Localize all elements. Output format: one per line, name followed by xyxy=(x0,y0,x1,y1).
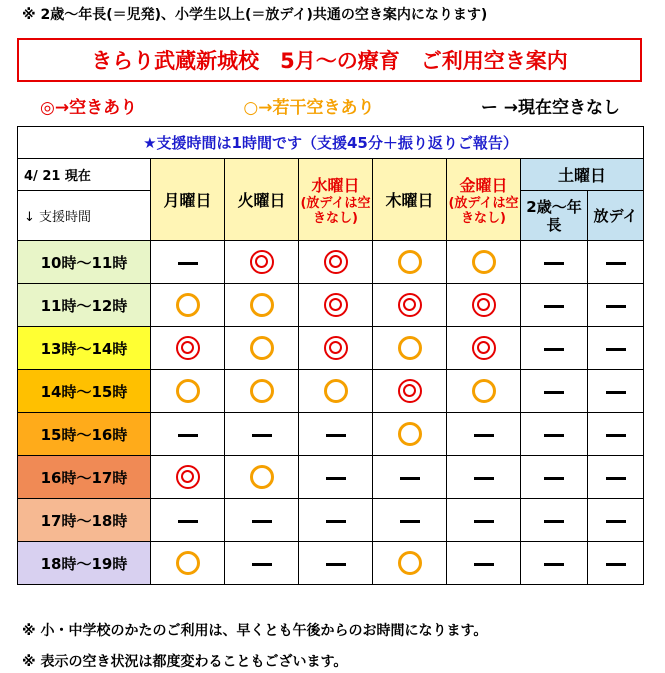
availability-cell-sat-preschool xyxy=(521,327,588,370)
time-slot-label: 14時～15時 xyxy=(18,370,151,413)
saturday-afterschool: 放デイ xyxy=(588,191,644,241)
dash-icon xyxy=(252,563,272,566)
dash-icon xyxy=(544,305,564,308)
date-label: 4/ 21 現在 xyxy=(18,159,151,191)
availability-cell-thu xyxy=(373,241,447,284)
availability-cell-fri xyxy=(447,370,521,413)
dash-icon xyxy=(400,477,420,480)
legend xyxy=(40,93,620,118)
dash-icon xyxy=(544,348,564,351)
day-monday: 月曜日 xyxy=(151,159,225,241)
availability-cell-tue xyxy=(225,413,299,456)
availability-cell-sat-preschool xyxy=(521,499,588,542)
availability-cell-tue xyxy=(225,542,299,585)
dash-icon xyxy=(252,434,272,437)
legend-single-circle: ○→若干空きあり xyxy=(243,98,375,118)
availability-cell-wed xyxy=(299,370,373,413)
dash-icon xyxy=(474,477,494,480)
availability-cell-tue xyxy=(225,499,299,542)
availability-cell-thu xyxy=(373,370,447,413)
dash-icon xyxy=(606,391,626,394)
day-friday-label: 金曜日 xyxy=(459,176,508,195)
circle-icon xyxy=(176,379,200,403)
availability-cell-mon xyxy=(151,284,225,327)
dash-icon xyxy=(606,305,626,308)
availability-cell-sat-afterschool xyxy=(588,413,644,456)
circle-icon xyxy=(250,336,274,360)
dash-icon xyxy=(544,262,564,265)
time-slot-label: 15時～16時 xyxy=(18,413,151,456)
circle-icon xyxy=(324,379,348,403)
dash-icon xyxy=(544,391,564,394)
circle-icon xyxy=(472,379,496,403)
dash-icon xyxy=(606,262,626,265)
time-column-header: ↓ 支援時間 xyxy=(18,191,151,241)
legend-dash: ー →現在空きなし xyxy=(480,98,620,118)
availability-cell-sat-afterschool xyxy=(588,499,644,542)
availability-cell-thu xyxy=(373,413,447,456)
dash-icon xyxy=(544,520,564,523)
dash-icon xyxy=(606,563,626,566)
availability-cell-sat-preschool xyxy=(521,370,588,413)
double-circle-icon xyxy=(398,293,422,317)
availability-cell-wed xyxy=(299,456,373,499)
availability-cell-thu xyxy=(373,284,447,327)
availability-cell-sat-preschool xyxy=(521,542,588,585)
circle-icon xyxy=(398,551,422,575)
availability-cell-wed xyxy=(299,542,373,585)
availability-cell-sat-afterschool xyxy=(588,327,644,370)
circle-icon xyxy=(250,379,274,403)
availability-cell-sat-afterschool xyxy=(588,456,644,499)
availability-cell-mon xyxy=(151,241,225,284)
circle-icon xyxy=(176,293,200,317)
availability-cell-tue xyxy=(225,456,299,499)
legend-double-circle: ◎→空きあり xyxy=(40,98,138,118)
dash-icon xyxy=(326,563,346,566)
dash-icon xyxy=(544,434,564,437)
availability-cell-fri xyxy=(447,413,521,456)
availability-cell-sat-afterschool xyxy=(588,284,644,327)
availability-cell-sat-afterschool xyxy=(588,370,644,413)
top-note: ※ 2歳～年長(＝児発)、小学生以上(＝放デイ)共通の空き案内になります) xyxy=(22,7,488,23)
time-slot-label: 13時～14時 xyxy=(18,327,151,370)
day-wednesday-label: 水曜日 xyxy=(311,176,360,195)
availability-cell-fri xyxy=(447,456,521,499)
availability-cell-tue xyxy=(225,370,299,413)
table-row xyxy=(18,456,644,499)
availability-cell-mon xyxy=(151,499,225,542)
day-saturday: 土曜日 xyxy=(521,159,644,191)
time-slot-label: 17時～18時 xyxy=(18,499,151,542)
day-wednesday-note: (放デイは空きなし) xyxy=(300,196,371,226)
table-row xyxy=(18,413,644,456)
availability-cell-fri xyxy=(447,241,521,284)
availability-cell-mon xyxy=(151,370,225,413)
time-slot-label: 11時～12時 xyxy=(18,284,151,327)
time-slot-label: 18時～19時 xyxy=(18,542,151,585)
time-slot-label: 16時～17時 xyxy=(18,456,151,499)
day-friday-note: (放デイは空きなし) xyxy=(448,196,519,226)
table-row xyxy=(18,542,644,585)
circle-icon xyxy=(398,250,422,274)
availability-cell-thu xyxy=(373,327,447,370)
time-slot-label: 10時～11時 xyxy=(18,241,151,284)
availability-cell-wed xyxy=(299,327,373,370)
dash-icon xyxy=(178,520,198,523)
dash-icon xyxy=(606,520,626,523)
availability-cell-sat-afterschool xyxy=(588,241,644,284)
dash-icon xyxy=(326,520,346,523)
availability-cell-tue xyxy=(225,327,299,370)
availability-cell-mon xyxy=(151,413,225,456)
circle-icon xyxy=(250,293,274,317)
day-wednesday xyxy=(299,159,373,241)
table-row xyxy=(18,499,644,542)
dash-icon xyxy=(606,348,626,351)
availability-cell-sat-preschool xyxy=(521,284,588,327)
page-title: きらり武蔵新城校 5月～の療育 ご利用空き案内 xyxy=(17,38,642,82)
dash-icon xyxy=(544,477,564,480)
day-tuesday: 火曜日 xyxy=(225,159,299,241)
circle-icon xyxy=(250,465,274,489)
availability-cell-fri xyxy=(447,284,521,327)
double-circle-icon xyxy=(324,336,348,360)
availability-cell-sat-preschool xyxy=(521,241,588,284)
double-circle-icon xyxy=(472,293,496,317)
table-row xyxy=(18,370,644,413)
availability-cell-mon xyxy=(151,327,225,370)
availability-cell-sat-preschool xyxy=(521,456,588,499)
footnote-school: ※ 小・中学校のかたのご利用は、早くとも午後からのお時間になります。 xyxy=(22,623,488,639)
dash-icon xyxy=(474,434,494,437)
double-circle-icon xyxy=(472,336,496,360)
double-circle-icon xyxy=(398,379,422,403)
availability-cell-fri xyxy=(447,542,521,585)
double-circle-icon xyxy=(176,465,200,489)
availability-cell-sat-preschool xyxy=(521,413,588,456)
circle-icon xyxy=(472,250,496,274)
availability-cell-wed xyxy=(299,413,373,456)
circle-icon xyxy=(176,551,200,575)
support-time-note: ★支援時間は1時間です（支援45分＋振り返りご報告） xyxy=(18,127,644,159)
availability-cell-thu xyxy=(373,456,447,499)
availability-cell-mon xyxy=(151,542,225,585)
circle-icon xyxy=(398,422,422,446)
circle-icon xyxy=(398,336,422,360)
availability-cell-fri xyxy=(447,499,521,542)
table-row xyxy=(18,327,644,370)
dash-icon xyxy=(178,434,198,437)
availability-table xyxy=(17,126,644,585)
double-circle-icon xyxy=(176,336,200,360)
dash-icon xyxy=(400,520,420,523)
saturday-preschool: 2歳～年長 xyxy=(521,191,588,241)
double-circle-icon xyxy=(324,293,348,317)
dash-icon xyxy=(474,563,494,566)
availability-cell-wed xyxy=(299,499,373,542)
double-circle-icon xyxy=(250,250,274,274)
availability-cell-fri xyxy=(447,327,521,370)
double-circle-icon xyxy=(324,250,348,274)
table-row xyxy=(18,241,644,284)
dash-icon xyxy=(606,434,626,437)
availability-cell-tue xyxy=(225,284,299,327)
dash-icon xyxy=(544,563,564,566)
dash-icon xyxy=(326,434,346,437)
availability-cell-wed xyxy=(299,241,373,284)
availability-cell-sat-afterschool xyxy=(588,542,644,585)
table-row xyxy=(18,284,644,327)
day-thursday: 木曜日 xyxy=(373,159,447,241)
dash-icon xyxy=(326,477,346,480)
dash-icon xyxy=(474,520,494,523)
dash-icon xyxy=(178,262,198,265)
day-friday xyxy=(447,159,521,241)
dash-icon xyxy=(252,520,272,523)
dash-icon xyxy=(606,477,626,480)
footnote-status: ※ 表示の空き状況は都度変わることもございます。 xyxy=(22,654,348,670)
availability-cell-tue xyxy=(225,241,299,284)
availability-cell-mon xyxy=(151,456,225,499)
availability-cell-thu xyxy=(373,499,447,542)
availability-cell-wed xyxy=(299,284,373,327)
availability-cell-thu xyxy=(373,542,447,585)
